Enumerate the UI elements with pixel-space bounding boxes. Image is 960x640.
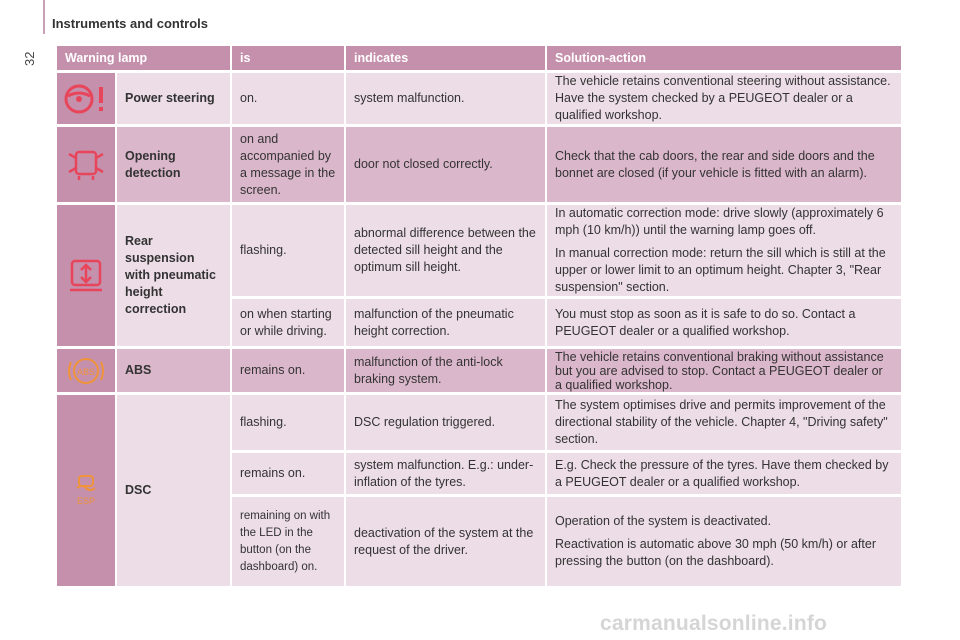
lamp-solution — [547, 497, 903, 589]
header-is: is — [232, 46, 346, 73]
lamp-state: flashing. — [232, 395, 346, 453]
table-row-opening-detection — [57, 127, 903, 205]
dsc-esp-warning-icon — [71, 483, 101, 506]
lamp-indicates: malfunction of the pneumatic height correction. — [346, 299, 547, 349]
lamp-state: on. — [232, 73, 346, 127]
lamp-solution: E.g. Check the pressure of the tyres. Have them checked by a PEUGEOT dealer or a qualified workshop. — [547, 453, 903, 497]
icon-cell — [57, 127, 117, 205]
table-row-abs — [57, 349, 903, 395]
lamp-state: remains on. — [232, 453, 346, 497]
lamp-state: flashing. — [232, 205, 346, 299]
lamp-indicates: abnormal difference between the detected sill height and the optimum sill height. — [346, 205, 547, 299]
icon-cell — [57, 349, 117, 395]
lamp-name: DSC — [117, 395, 232, 589]
solution-paragraph: In automatic correction mode: drive slowly (approximately 6 mph (10 km/h)) until the warning lamp goes off. — [555, 206, 884, 237]
lamp-solution: Check that the cab doors, the rear and side doors and the bonnet are closed (if your vehicle is fitted with an alarm). — [547, 127, 903, 205]
table-row-power-steering — [57, 73, 903, 127]
solution-paragraph: In manual correction mode: return the sill which is still at the upper or lower limit to an optimum height. Chapter 3, "Rear suspension" section. — [555, 246, 886, 294]
lamp-indicates: system malfunction. E.g.: under-inflation of the tyres. — [346, 453, 547, 497]
esp-icon-text: ESP — [76, 495, 96, 506]
table-header-row — [57, 46, 903, 73]
header-solution-action: Solution-action — [547, 46, 903, 73]
lamp-name: Power steering — [117, 73, 232, 127]
lamp-indicates: deactivation of the system at the request of the driver. — [346, 497, 547, 589]
lamp-indicates: system malfunction. — [346, 73, 547, 127]
lamp-name: Rear suspension with pneumatic height correction — [117, 205, 232, 349]
table-row-rear-suspension — [57, 205, 903, 299]
header-accent-bar — [43, 0, 45, 34]
icon-cell — [57, 395, 117, 589]
lamp-solution: The vehicle retains conventional braking without assistance but you are advised to stop. Contact a PEUGEOT dealer or a qualified workshop. — [547, 349, 903, 395]
section-title: Instruments and controls — [52, 16, 209, 31]
watermark: carmanualsonline.info — [600, 612, 828, 635]
lamp-indicates: DSC regulation triggered. — [346, 395, 547, 453]
header-indicates: indicates — [346, 46, 547, 73]
header-warning-lamp: Warning lamp — [57, 46, 232, 73]
lamp-name: ABS — [117, 349, 232, 395]
solution-paragraph: Reactivation is automatic above 30 mph (50 km/h) or after pressing the button (on the dashboard). — [555, 537, 876, 568]
lamp-state: on when starting or while driving. — [232, 299, 346, 349]
icon-cell — [57, 205, 117, 349]
lamp-state: on and accompanied by a message in the screen. — [232, 127, 346, 205]
lamp-state: remains on. — [232, 349, 346, 395]
lamp-solution: The system optimises drive and permits improvement of the directional stability of the vehicle. Chapter 4, "Driving safety" section. — [547, 395, 903, 453]
suspension-height-warning-icon — [67, 268, 105, 282]
table-row-dsc — [57, 395, 903, 453]
icon-cell — [57, 73, 117, 127]
warning-lamps-table — [57, 46, 903, 589]
lamp-solution: The vehicle retains conventional steering without assistance. Have the system checked by a PEUGEOT dealer or a qualified workshop. — [547, 73, 903, 127]
lamp-solution — [547, 205, 903, 299]
lamp-state: remaining on with the LED in the button (on the dashboard) on. — [232, 497, 346, 589]
page-number: 32 — [22, 51, 37, 66]
lamp-indicates: malfunction of the anti-lock braking system. — [346, 349, 547, 395]
lamp-name: Opening detection — [117, 127, 232, 205]
lamp-indicates: door not closed correctly. — [346, 127, 547, 205]
lamp-solution: You must stop as soon as it is safe to do so. Contact a PEUGEOT dealer or a qualified workshop. — [547, 299, 903, 349]
abs-warning-icon — [66, 363, 106, 377]
power-steering-warning-icon — [63, 91, 109, 105]
abs-icon-text: ABS — [76, 366, 96, 377]
solution-paragraph: Operation of the system is deactivated. — [555, 514, 772, 528]
open-door-warning-icon — [67, 157, 105, 171]
